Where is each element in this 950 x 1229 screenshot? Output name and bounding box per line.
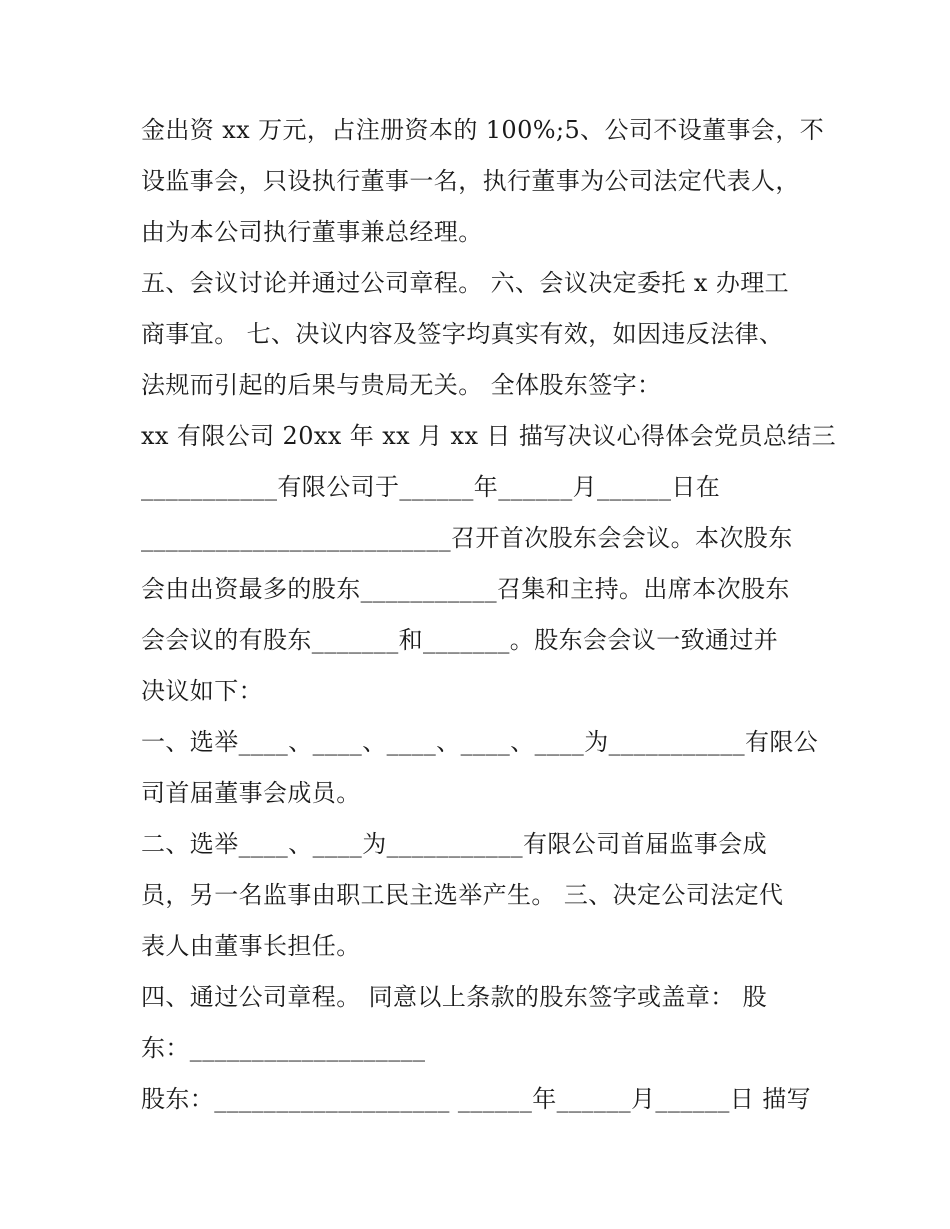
text-line: ___________有限公司于______年______月______日在 <box>141 473 721 501</box>
text-line: 四、通过公司章程。 同意以上条款的股东签字或盖章： 股 <box>141 983 768 1011</box>
text-line: _________________________召开首次股东会会议。本次股东 <box>141 524 793 552</box>
text-line: 一、选举____、____、____、____、____为___________有限公 <box>141 728 819 756</box>
text-line: 金出资 xx 万元，占注册资本的 100%;5、公司不设董事会，不 <box>141 116 825 144</box>
text-line: 商事宜。 七、决议内容及签字均真实有效，如因违反法律、 <box>141 320 784 348</box>
text-line: 会由出资最多的股东___________召集和主持。出席本次股东 <box>141 575 790 603</box>
text-line: 东：___________________ <box>141 1034 426 1062</box>
text-line: 决议如下： <box>141 677 263 705</box>
text-line: 会会议的有股东_______和_______。股东会会议一致通过并 <box>141 626 779 654</box>
text-line: 表人由董事长担任。 <box>141 932 361 960</box>
text-line: 法规而引起的后果与贵局无关。 全体股东签字： <box>141 371 662 399</box>
text-line: 员，另一名监事由职工民主选举产生。 三、决定公司法定代 <box>141 881 784 909</box>
text-line: 司首届董事会成员。 <box>141 779 361 807</box>
text-line: 二、选举____、____为___________有限公司首届监事会成 <box>141 830 767 858</box>
text-line: 五、会议讨论并通过公司章程。 六、会议决定委托 x 办理工 <box>141 269 790 297</box>
text-line: 由为本公司执行董事兼总经理。 <box>141 218 483 246</box>
text-line: xx 有限公司 20xx 年 xx 月 xx 日 描写决议心得体会党员总结三 <box>141 422 837 450</box>
text-line: 设监事会，只设执行董事一名，执行董事为公司法定代表人， <box>141 167 800 195</box>
text-line: 股东：___________________ ______年______月______日 描写 <box>141 1085 812 1113</box>
